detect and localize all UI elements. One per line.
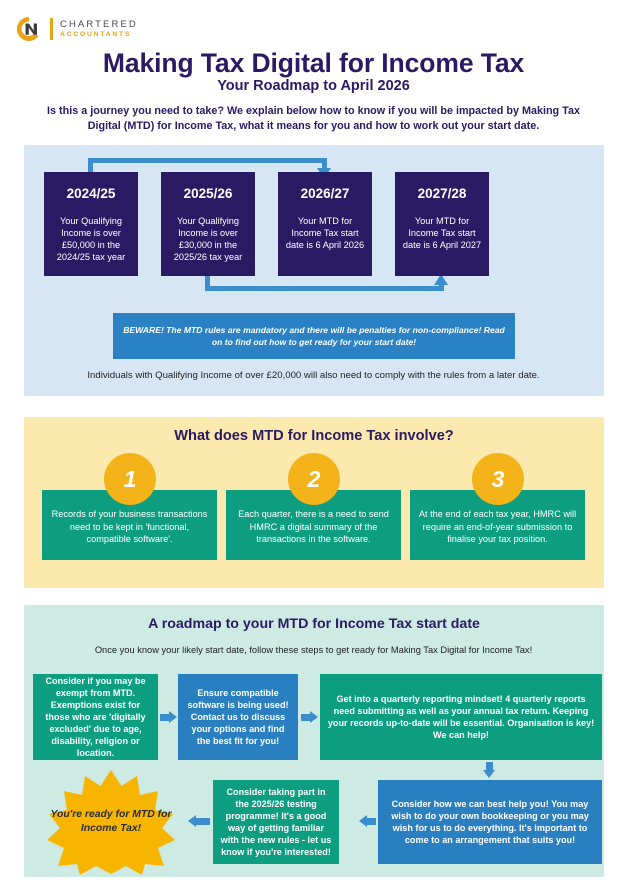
involve-step-number-2: 2 bbox=[288, 453, 340, 505]
timeline-arrow-bottom-stem-right bbox=[439, 284, 444, 291]
involve-step-number-3: 3 bbox=[472, 453, 524, 505]
ready-star-badge bbox=[47, 768, 175, 876]
timeline-box-2024-25 bbox=[44, 172, 138, 276]
roadmap-arrow-5-star-shaft bbox=[196, 818, 210, 825]
roadmap-subtitle: Once you know your likely start date, follow these steps to get ready for Making Tax Digital for Income Tax! bbox=[94, 645, 533, 655]
intro-paragraph: Is this a journey you need to take? We explain below how to know if you will be impacted by Making Tax Digital (MTD) for Income Tax, what it means for you and how to work out your start date. bbox=[47, 105, 580, 133]
involve-step-number-1: 1 bbox=[104, 453, 156, 505]
roadmap-arrow-4-5-shaft bbox=[367, 818, 376, 825]
roadmap-step-1: Consider if you may be exempt from MTD. Exemptions exist for those who are 'digitally excluded' due to age, disability, religion or location. bbox=[33, 674, 158, 760]
timeline-year: 2024/25 bbox=[66, 186, 116, 201]
logo-mark-icon bbox=[14, 14, 44, 44]
timeline-box-2026-27 bbox=[278, 172, 372, 276]
timeline-arrow-bottom-horizontal bbox=[205, 286, 444, 291]
timeline-body: Your MTD for Income Tax start date is 6 April 2026 bbox=[285, 216, 365, 251]
involve-step-text: At the end of each tax year, HMRC will require an end-of-year submission to finalise your tax position. bbox=[418, 509, 577, 545]
beware-banner: BEWARE! The MTD rules are mandatory and there will be penalties for non-compliance! Read on to find out how to get ready for your start date! bbox=[113, 313, 515, 359]
page-subtitle: Your Roadmap to April 2026 bbox=[217, 78, 410, 94]
timeline-body: Your Qualifying Income is over £50,000 in the 2024/25 tax year bbox=[56, 216, 126, 263]
timeline-year: 2025/26 bbox=[183, 186, 233, 201]
roadmap-arrow-3-4-head-icon bbox=[483, 770, 495, 778]
roadmap-arrow-4-5-head-icon bbox=[359, 815, 367, 827]
qualifying-income-note: Individuals with Qualifying Income of over £20,000 will also need to comply with the rules from a later date. bbox=[87, 370, 540, 381]
timeline-year: 2026/27 bbox=[300, 186, 350, 201]
logo-line-2: ACCOUNTANTS bbox=[60, 30, 132, 38]
involve-title: What does MTD for Income Tax involve? bbox=[174, 428, 454, 444]
logo-wordmark bbox=[60, 20, 138, 38]
roadmap-arrow-1-2-shaft bbox=[160, 714, 169, 721]
page-title: Making Tax Digital for Income Tax bbox=[102, 48, 525, 78]
roadmap-step-3: Get into a quarterly reporting mindset! 4 quarterly reports need submitting as well as your annual tax return. Keeping your records up-to-date will be essential. Organisation is key! We can help! bbox=[320, 674, 602, 760]
roadmap-title: A roadmap to your MTD for Income Tax start date bbox=[148, 616, 480, 632]
roadmap-arrow-2-3-head-icon bbox=[310, 711, 318, 723]
roadmap-arrow-2-3-shaft bbox=[301, 714, 310, 721]
roadmap-step-2: Ensure compatible software is being used! Contact us to discuss your options and find the best fit for you! bbox=[178, 674, 298, 760]
timeline-arrow-top-horizontal bbox=[88, 158, 327, 163]
timeline-box-2027-28 bbox=[395, 172, 489, 276]
logo-divider bbox=[50, 18, 53, 40]
roadmap-step-5: Consider taking part in the 2025/26 testing programme! It's a good way of getting familiar with the new rules - let us know if you're interested! bbox=[213, 780, 339, 864]
timeline-body: Your Qualifying Income is over £30,000 in the 2025/26 tax year bbox=[173, 216, 243, 263]
roadmap-arrow-1-2-head-icon bbox=[169, 711, 177, 723]
roadmap-arrow-5-star-head-icon bbox=[188, 815, 196, 827]
involve-step-text: Each quarter, there is a need to send HMRC a digital summary of the transactions in the software. bbox=[238, 509, 389, 545]
company-logo bbox=[14, 12, 194, 46]
timeline-box-2025-26 bbox=[161, 172, 255, 276]
roadmap-step-4: Consider how we can best help you! You may wish to do your own bookkeeping or you may wish for us to do everything. It's important to come to an arrangement that suits you! bbox=[378, 780, 602, 864]
ready-star-label: You're ready for MTD for Income Tax! bbox=[50, 808, 172, 834]
logo-line-1: CHARTERED bbox=[60, 18, 138, 30]
timeline-body: Your MTD for Income Tax start date is 6 April 2027 bbox=[402, 216, 482, 251]
timeline-year: 2027/28 bbox=[417, 186, 467, 201]
involve-step-text: Records of your business transactions need to be kept in 'functional, compatible software'. bbox=[51, 509, 208, 545]
